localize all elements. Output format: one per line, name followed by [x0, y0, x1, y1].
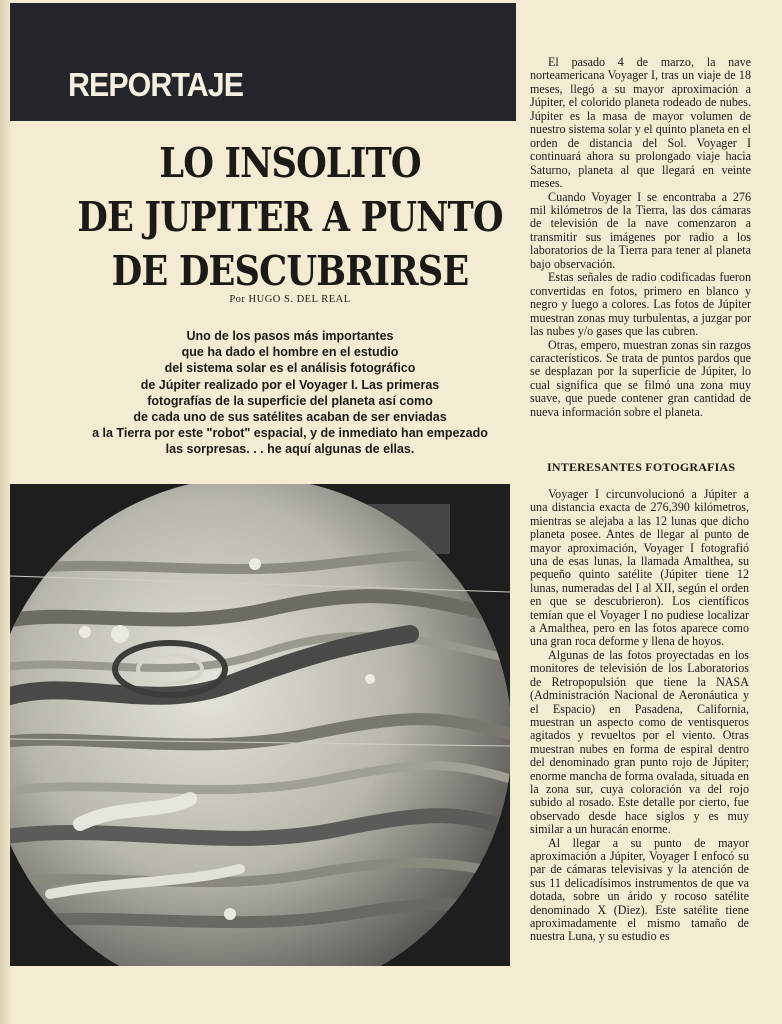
lead-line: del sistema solar es el análisis fotográfico: [164, 361, 416, 376]
lead-line: Uno de los pasos más importantes: [186, 329, 394, 343]
headline-line-1: LO INSOLITO: [159, 139, 421, 187]
jupiter-image: [10, 484, 510, 966]
paragraph: Al llegar a su punto de mayor aproximación a Júpiter, Voyager I enfocó su par de cámaras televisivas y la atención de sus 11 delicadísimos instrumentos de que va dotada, sobre un árido y rocoso satélite denominado X (Diez). Este satélite tiene aproximadamente el mismo tamaño de nuestra Luna, y su estudio es: [530, 835, 749, 944]
paragraph: Voyager I circunvolucionó a Júpiter a una distancia exacta de 276,390 kilómetros, mientras se alejaba a las 12 lunas que dicho planeta posee. Antes de llegar al punto de mayor aproximación, Voyager I fotografió una de esas lunas, la llamada Amalthea, su pequeño quinto satélite (Júpiter tiene 12 lunas, numeradas del I al XII, según el orden en que se descubrieron). Los científicos temían que el Voyager I no pudiese localizar a Amalthea, pero en las fotos aparece como una gran roca deforme y llena de hoyos.: [530, 487, 749, 649]
byline: Por HUGO S. DEL REAL: [229, 294, 351, 305]
lead-line: las sorpresas. . . he aquí algunas de ellas.: [165, 442, 415, 457]
lead-line: de Júpiter realizado por el Voyager I. Las primeras: [140, 377, 440, 392]
paragraph: Algunas de las fotos proyectadas en los monitores de televisión de los Laboratorios de Retropopulsión que tiene la NASA (Administración Nacional de Aeronáutica y el Espacio) en Pasadena, California, muestran un aspecto como de ventisqueros agitados y revueltos por el viento. Otras muestran nubes en forma de espiral dentro del denominado gran punto rojo de Júpiter; enorme mancha de forma ovalada, situada en la zona sur, cuya coloración va del rojo subido al rosado. Este detalle por cierto, fue observado desde hace siglos y es muy similar a un huracán enorme.: [530, 647, 749, 837]
article-column-main: [530, 488, 749, 944]
lead-line: que ha dado el hombre en el estudio: [181, 345, 399, 360]
lead-line: fotografías de la superficie del planeta así como: [147, 393, 433, 408]
paragraph: El pasado 4 de marzo, la nave norteamericana Voyager I, tras un viaje de 18 meses, llegó a su mayor aproximación a Júpiter, el colorido planeta rodeado de nubes. Júpiter es la masa de mayor volumen de nuestro sistema solar y el quinto planeta en el orden de distancia del Sol. Voyager I continuará ahora su prolongado viaje hacia Saturno, planeta al que llegará en veinte meses.: [530, 55, 751, 191]
page-edge: [0, 0, 10, 1024]
paragraph: Otras, empero, muestran zonas sin razgos característicos. Se trata de puntos pardos que se desplazan por la superficie de Júpiter, lo cual significa que se filmó una zona muy suave, que puede contener gran cantidad de nueva información sobre el planeta.: [530, 337, 751, 419]
lead-line: a la Tierra por este "robot" espacial, y de inmediato han empezado: [92, 426, 488, 441]
subheading: INTERESANTES FOTOGRAFIAS: [547, 460, 736, 474]
jupiter-photo: [10, 484, 510, 966]
headline: [75, 136, 505, 298]
headline-line-3: DE DESCUBRIRSE: [111, 247, 469, 295]
paragraph: Estas señales de radio codificadas fueron convertidas en fotos, primero en blanco y negro y luego a colores. Las fotos de Júpiter muestran zonas muy turbulentas, a juzgar por las nubes y/o gases que las cubren.: [530, 270, 751, 339]
section-label: REPORTAJE: [68, 66, 244, 103]
lead-line: de cada uno de sus satélites acaban de ser enviadas: [133, 410, 447, 425]
lead-paragraph: [80, 328, 500, 458]
headline-line-2: DE JUPITER A PUNTO: [77, 193, 503, 241]
article-column-intro: [530, 56, 751, 419]
paragraph: Cuando Voyager I se encontraba a 276 mil kilómetros de la Tierra, las dos cámaras de televisión de la nave comenzaron a transmitir sus imágenes por radio a los laboratorios de la Tierra para tener al planeta bajo observación.: [530, 189, 751, 271]
